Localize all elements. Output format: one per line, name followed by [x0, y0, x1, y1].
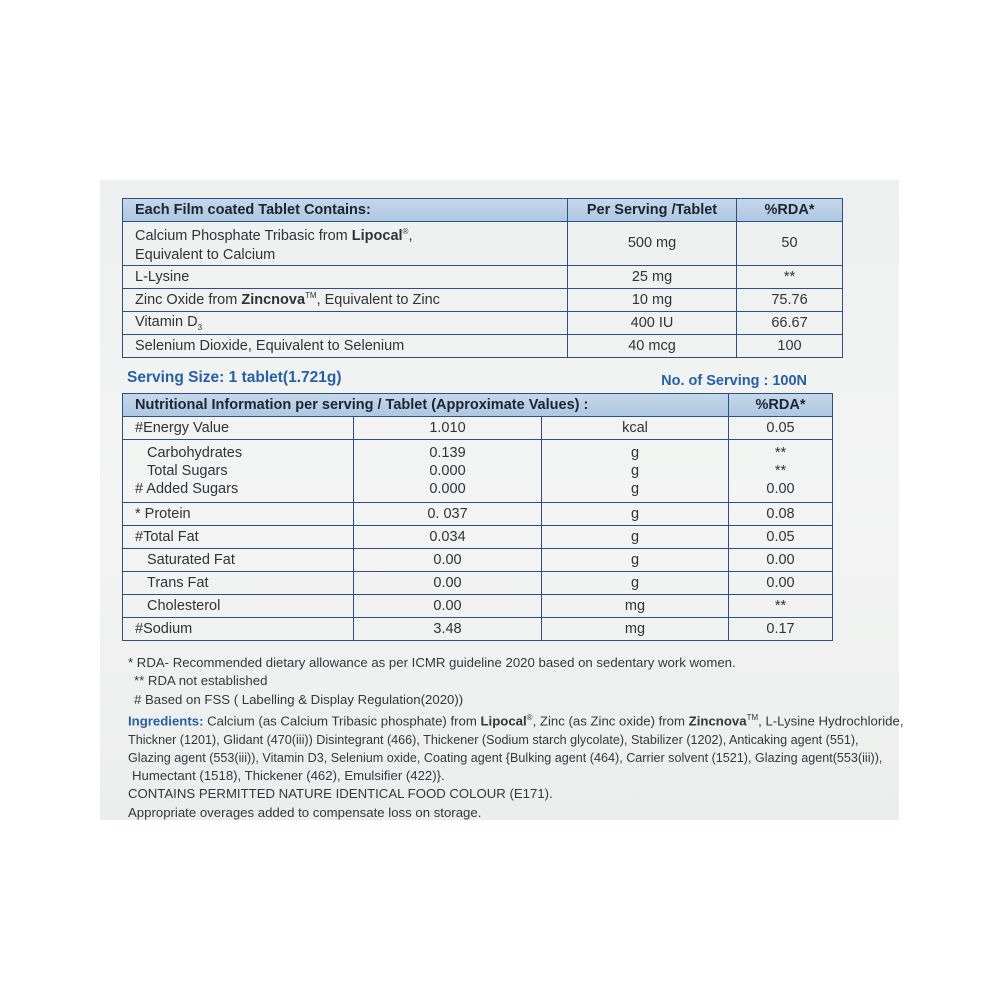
composition-item-text: , Equivalent to Zinc: [316, 292, 440, 309]
nutrient-rda-group: [729, 440, 833, 503]
no-of-serving: No. of Serving : 100N: [661, 373, 807, 389]
nutrient-rda: 0.08: [729, 503, 833, 526]
nutrition-row: [123, 503, 833, 526]
composition-header-rda: %RDA*: [737, 199, 843, 222]
registered-mark: ®: [526, 712, 533, 722]
nutrient-unit: mg: [542, 618, 729, 641]
nutrient-unit: g: [542, 572, 729, 595]
brand-name: Zincnova: [241, 292, 306, 309]
nutrient-value: 0.034: [354, 526, 542, 549]
nutrient-unit: kcal: [542, 417, 729, 440]
nutrition-row: [123, 440, 833, 503]
composition-amount: 40 mcg: [568, 334, 737, 357]
fss-note: [128, 691, 898, 709]
nutrient-rda: 0.05: [729, 417, 833, 440]
nutrition-row: [123, 618, 833, 641]
composition-row: [123, 311, 843, 334]
composition-item: Selenium Dioxide, Equivalent to Selenium: [123, 334, 568, 357]
nutrient-unit: g: [630, 463, 640, 479]
composition-item: L-Lysine: [123, 265, 568, 288]
nutrition-row: [123, 526, 833, 549]
composition-item-text: Zinc Oxide from: [135, 292, 242, 309]
brand-name: Zincnova: [688, 713, 747, 729]
nutrient-value: 0.00: [354, 595, 542, 618]
nutrient-rda: 0.05: [729, 526, 833, 549]
nutrient-name: Cholesterol: [123, 595, 354, 618]
composition-row: [123, 265, 843, 288]
serving-size: Serving Size: 1 tablet(1.721g): [127, 369, 342, 386]
nutrient-unit-group: [542, 440, 729, 503]
nutrition-header-title: Nutritional Information per serving / Tablet (Approximate Values) :: [123, 394, 729, 417]
nutrient-name: #Energy Value: [123, 417, 354, 440]
brand-name: Lipocal: [480, 713, 527, 729]
ingredients-text: , L-Lysine Hydrochloride,: [758, 713, 904, 729]
ingredients-text: Calcium (as Calcium Tribasic phosphate) from: [203, 713, 481, 729]
nutrient-name: #Sodium: [123, 618, 354, 641]
rda-note: * RDA- Recommended dietary allowance as per ICMR guideline 2020 based on sedentary work women.: [128, 655, 736, 670]
nutrient-value: 0.000: [429, 481, 466, 497]
trademark: TM: [305, 291, 317, 301]
composition-row: [123, 288, 843, 311]
nutrient-rda: **: [774, 463, 787, 479]
composition-item-text: ,: [408, 227, 413, 244]
composition-rda: 66.67: [737, 311, 843, 334]
nutrient-name: # Added Sugars: [135, 481, 239, 497]
rda-not-established-note: ** RDA not established: [134, 673, 268, 689]
ingredients-line: Glazing agent (553(iii)), Vitamin D3, Selenium oxide, Coating agent {Bulking agent (464), Carrier solvent (1521), Glazing agent(553(iii)),: [128, 750, 883, 765]
nutrition-header: [123, 394, 833, 417]
nutrient-rda: **: [774, 445, 787, 461]
composition-header-item: Each Film coated Tablet Contains:: [123, 199, 568, 222]
footnotes: [128, 654, 904, 822]
nutrition-row: [123, 572, 833, 595]
composition-header: [123, 199, 843, 222]
composition-row: [123, 334, 843, 357]
nutrient-name: Total Sugars: [147, 463, 228, 479]
nutrient-unit: g: [542, 503, 729, 526]
composition-amount: 25 mg: [568, 265, 737, 288]
composition-header-per-serving: Per Serving /Tablet: [568, 199, 737, 222]
composition-item-text: Vitamin D: [135, 313, 198, 330]
composition-amount: 400 IU: [568, 311, 737, 334]
trademark: TM: [746, 712, 759, 722]
nutrient-name-group: [123, 440, 354, 503]
nutrient-name: Carbohydrates: [147, 445, 243, 461]
nutrient-value: 0.139: [429, 445, 466, 461]
composition-rda: **: [737, 265, 843, 288]
nutrient-value: 0. 037: [354, 503, 542, 526]
composition-item-text: Equivalent to Calcium: [135, 246, 276, 263]
brand-name: Lipocal: [351, 227, 403, 244]
ingredients-line: Thickner (1201), Glidant (470(iii)) Disintegrant (466), Thickener (Sodium starch glycolate), Stabilizer (1202), Anticaking agent (551),: [128, 732, 859, 747]
nutrition-row: [123, 417, 833, 440]
nutrient-name: #Total Fat: [123, 526, 354, 549]
fss-note-text: # Based on FSS ( Labelling & Display Regulation(2020)): [134, 691, 464, 707]
nutrient-value: 3.48: [354, 618, 542, 641]
subscript: 3: [197, 322, 203, 332]
composition-rda: 100: [737, 334, 843, 357]
overages-note: Appropriate overages added to compensate loss on storage.: [128, 804, 482, 820]
nutrition-row: [123, 595, 833, 618]
composition-item: [123, 288, 568, 311]
nutrient-rda: **: [729, 595, 833, 618]
nutrient-name: Trans Fat: [123, 572, 354, 595]
nutrient-rda: 0.00: [766, 481, 795, 497]
ingredients-text: , Zinc (as Zinc oxide) from: [532, 713, 689, 729]
composition-rda: 75.76: [737, 288, 843, 311]
registered-mark: ®: [402, 227, 409, 236]
composition-rda: 50: [737, 222, 843, 266]
nutrient-name: * Protein: [123, 503, 354, 526]
ingredients-label: Ingredients:: [128, 713, 204, 729]
nutrition-row: [123, 549, 833, 572]
nutrient-value: 1.010: [354, 417, 542, 440]
nutrient-name: Saturated Fat: [123, 549, 354, 572]
composition-row: [123, 222, 843, 266]
nutrient-rda: 0.17: [729, 618, 833, 641]
nutrient-unit: g: [542, 526, 729, 549]
composition-table: [122, 198, 843, 358]
composition-amount: 500 mg: [568, 222, 737, 266]
nutrient-unit: g: [630, 481, 640, 497]
nutrient-value: 0.00: [354, 549, 542, 572]
composition-item-text: Calcium Phosphate Tribasic from: [135, 227, 352, 244]
nutrient-unit: g: [630, 445, 640, 461]
ingredients-line: [128, 709, 904, 731]
nutrition-header-rda: %RDA*: [729, 394, 833, 417]
colour-note: CONTAINS PERMITTED NATURE IDENTICAL FOOD COLOUR (E171).: [128, 786, 553, 802]
nutrition-table: [122, 393, 833, 641]
label-panel: [100, 180, 904, 820]
nutrient-value: 0.000: [429, 463, 466, 479]
composition-amount: 10 mg: [568, 288, 737, 311]
nutrient-value-group: [354, 440, 542, 503]
nutrient-unit: g: [542, 549, 729, 572]
nutrient-value: 0.00: [354, 572, 542, 595]
composition-item: [123, 311, 568, 334]
composition-item: [123, 222, 568, 266]
nutrient-rda: 0.00: [729, 572, 833, 595]
nutrient-unit: mg: [542, 595, 729, 618]
ingredients-line: Humectant (1518), Thickener (462), Emulsifier (422)}.: [132, 768, 445, 784]
nutrient-rda: 0.00: [729, 549, 833, 572]
